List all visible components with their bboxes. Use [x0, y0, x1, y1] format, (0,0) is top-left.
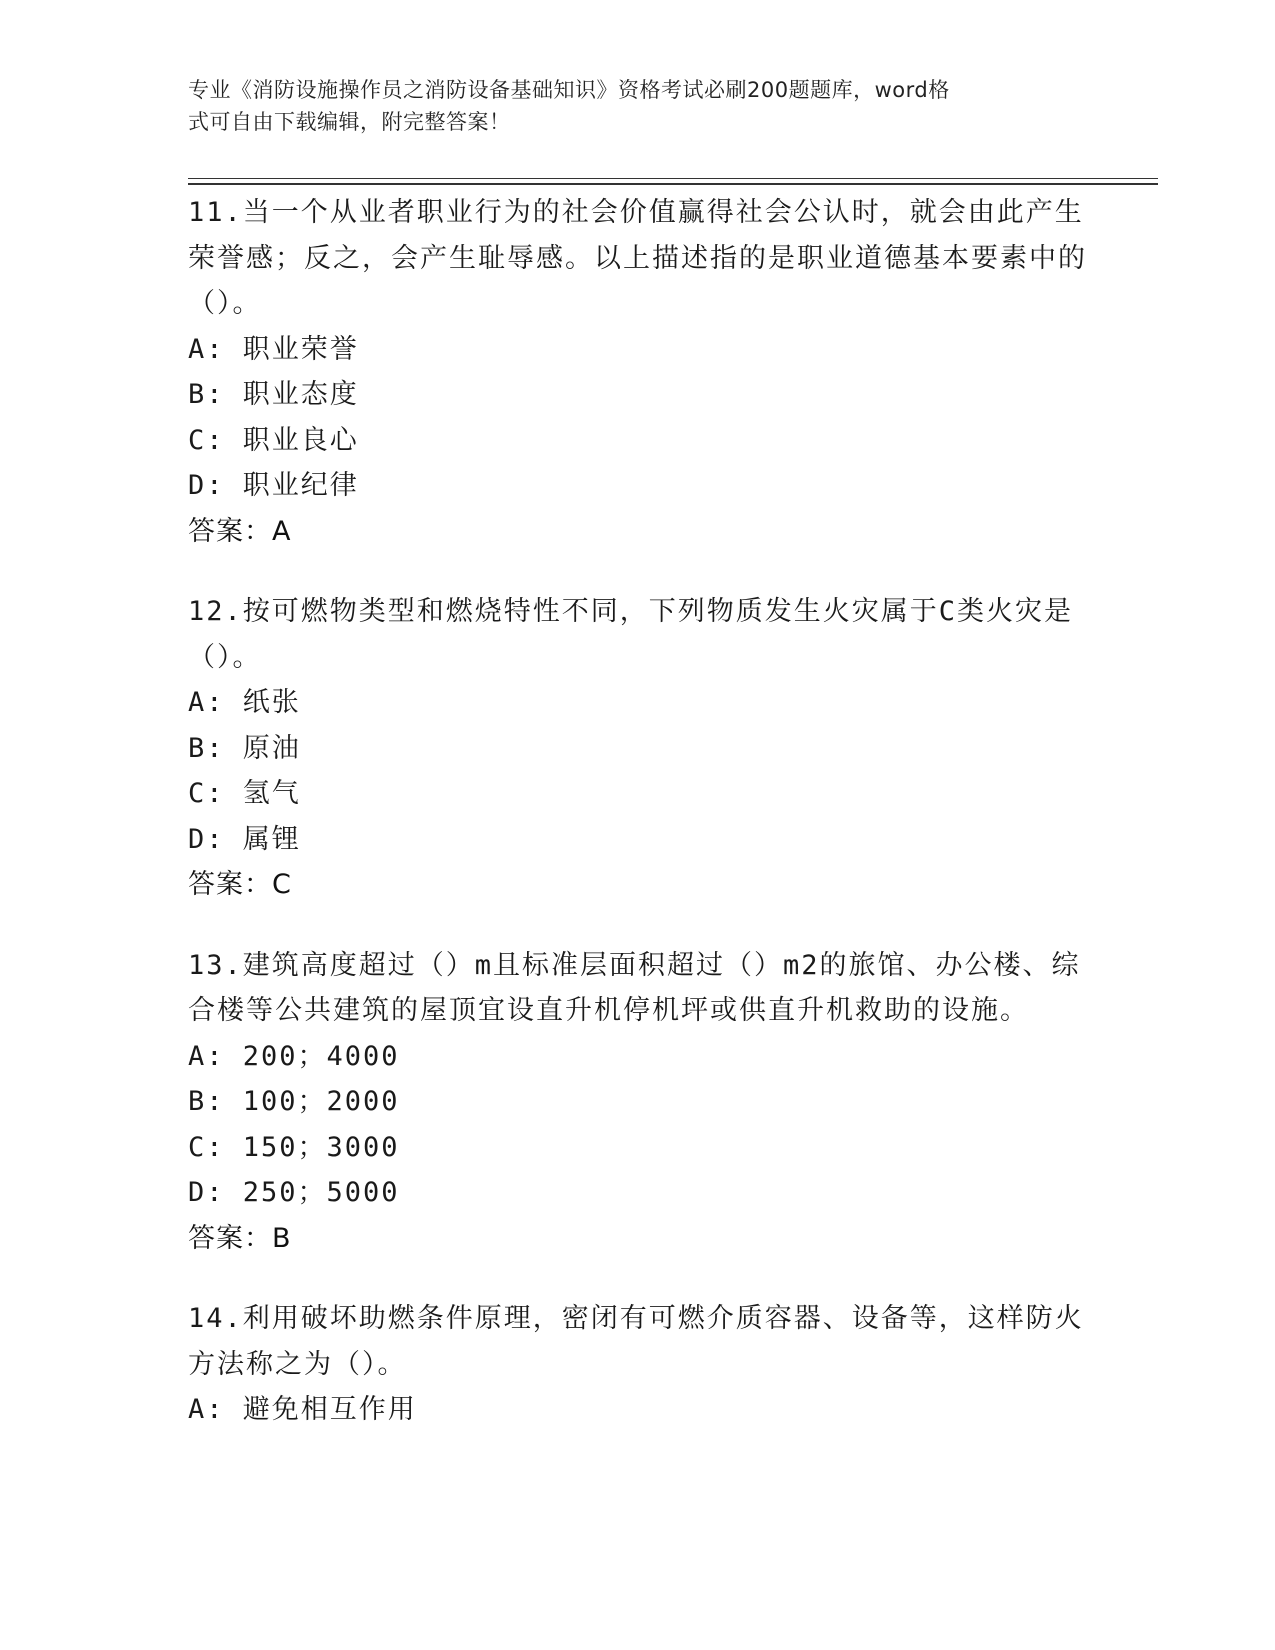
- question-12: [188, 589, 1088, 908]
- header-divider-thin: [188, 178, 1158, 179]
- document-header: [188, 74, 1068, 138]
- option-b: B: 职业态度: [188, 379, 359, 410]
- option-c: C: 职业良心: [188, 424, 359, 456]
- header-line-2: 式可自由下载编辑，附完整答案！: [188, 110, 511, 134]
- option-a: A: 纸张: [188, 687, 301, 718]
- question-text: 12.按可燃物类型和燃烧特性不同，下列物质发生火灾属于C类火灾是（）。: [188, 596, 1074, 673]
- option-c: C: 150；3000: [188, 1131, 400, 1163]
- question-text: 13.建筑高度超过（）m且标准层面积超过（）m2的旅馆、办公楼、综合楼等公共建筑的屋顶宜设直升机停机坪或供直升机救助的设施。: [188, 949, 1081, 1026]
- question-list: [188, 190, 1088, 1468]
- question-13: [188, 943, 1088, 1262]
- option-c: C: 氢气: [188, 778, 301, 809]
- header-line-1: 专业《消防设施操作员之消防设备基础知识》资格考试必刷200题题库，word格: [188, 78, 950, 102]
- answer-line: 答案：B: [188, 1222, 292, 1254]
- option-d: D: 250；5000: [188, 1177, 400, 1208]
- option-d: D: 职业纪律: [188, 470, 359, 501]
- option-d: D: 属锂: [188, 823, 301, 855]
- option-a: A: 职业荣誉: [188, 333, 359, 365]
- question-text: 14.利用破坏助燃条件原理，密闭有可燃介质容器、设备等，这样防火方法称之为（）。: [188, 1303, 1084, 1380]
- answer-line: 答案：C: [188, 869, 292, 900]
- option-b: B: 原油: [188, 732, 301, 764]
- answer-line: 答案：A: [188, 515, 292, 547]
- header-divider-thick: [188, 183, 1158, 185]
- question-text: 11.当一个从业者职业行为的社会价值赢得社会公认时，就会由此产生荣誉感；反之，会产生耻辱感。以上描述指的是职业道德基本要素中的（）。: [188, 197, 1087, 319]
- option-a: A: 避免相互作用: [188, 1394, 417, 1425]
- question-11: [188, 190, 1088, 554]
- option-a: A: 200；4000: [188, 1040, 400, 1072]
- question-14: [188, 1296, 1088, 1433]
- option-b: B: 100；2000: [188, 1086, 400, 1117]
